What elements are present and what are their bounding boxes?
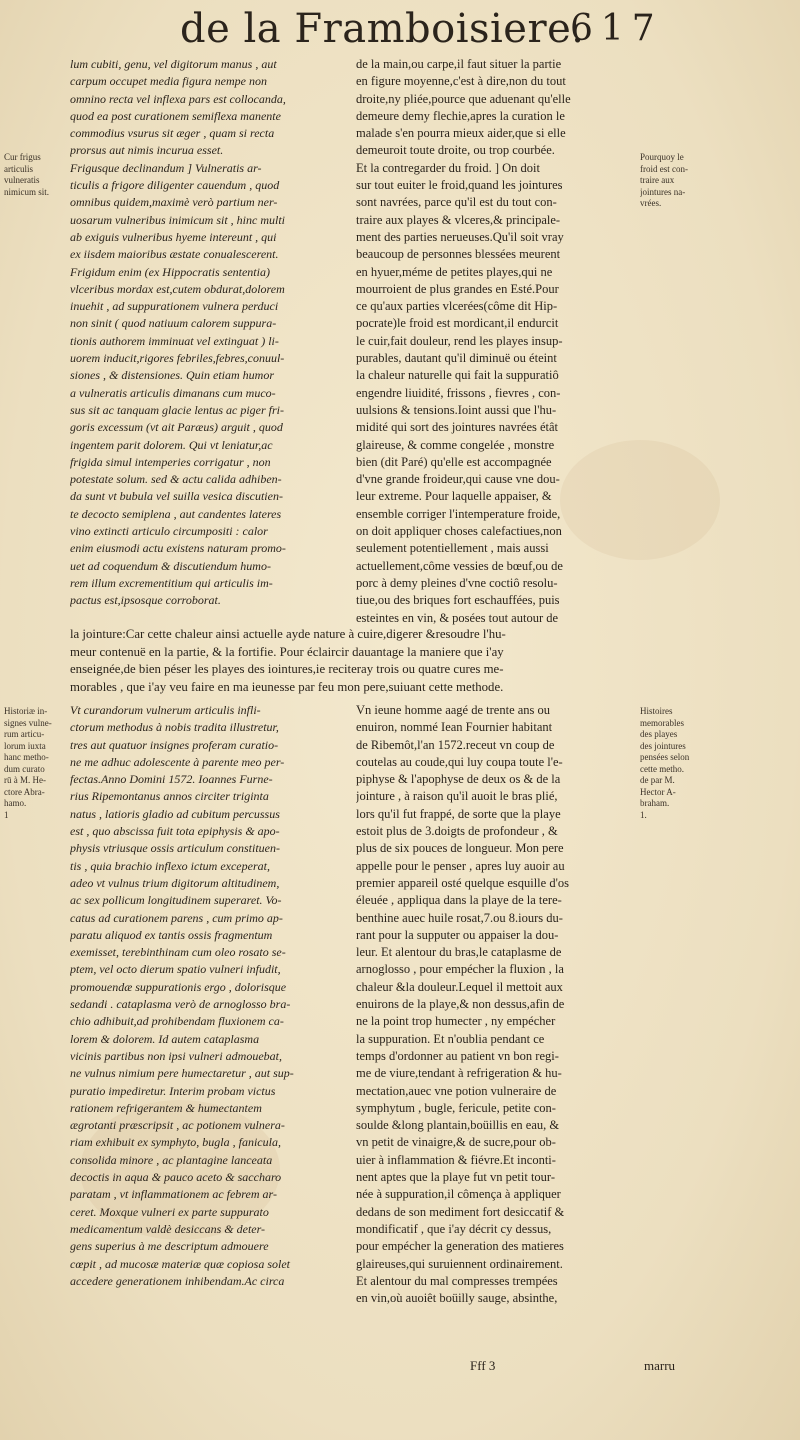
text-line: porc à demy pleines d'vne coctiô resolu- xyxy=(356,575,558,590)
margin-note-line: rū à M. He- xyxy=(4,775,46,785)
text-line: consolida minore , ac plantagine lanceata xyxy=(70,1152,273,1167)
margin-note-line: Histoires xyxy=(640,706,673,716)
text-line: ne vulnus nimium pere humectaretur , aut sup- xyxy=(70,1066,294,1081)
text-line: fectas.Anno Domini 1572. Ioannes Furne- xyxy=(70,772,273,787)
margin-note-line: signes vulne- xyxy=(4,717,52,728)
margin-note-line: Hector A- xyxy=(640,786,676,797)
text-line: adeo vt vulnus trium digitorum altitudinem, xyxy=(70,875,280,890)
text-line: vlceribus mordax est,cutem obdurat,dolorem xyxy=(70,281,285,296)
text-line: Vn ieune homme aagé de trente ans ou xyxy=(356,703,551,717)
text-line: me de viure,tendant à refrigeration & hu- xyxy=(356,1066,562,1081)
margin-note-line: Pourquoy le xyxy=(640,152,684,162)
text-line: ac sex pollicum longitudinem superaret. Vo- xyxy=(70,893,282,908)
text-line: puratio impediretur. Interim probam victus xyxy=(70,1083,276,1098)
latin-column-upper xyxy=(70,56,342,616)
text-line: benthine auec huile rosat,7.ou 8.iours du- xyxy=(356,910,563,925)
latin-column-lower xyxy=(70,702,342,1302)
text-line: potestate solum. sed & actu calida adhiben- xyxy=(70,472,282,487)
text-line: physis vtriusque ossis articulum constituen- xyxy=(70,841,280,856)
text-line: rationem refrigerantem & humectantem xyxy=(70,1100,262,1115)
text-line: ment des parties nerueuses.Qu'il soit vray xyxy=(356,229,564,244)
text-line: tionis authorem imminuat vel extinguat ) li- xyxy=(70,333,279,348)
text-line: pocrate)le froid est mordicant,il endurcit xyxy=(356,316,559,331)
text-line: sur tout euiter le froid,quand les jointures xyxy=(356,178,563,193)
text-line: est , quo abscissa fuit tota epiphysis & apo- xyxy=(70,824,280,839)
text-line: sont navrées, parce qu'il est du tout con- xyxy=(356,195,557,210)
text-line: rant pour la supputer ou appaiser la dou- xyxy=(356,927,559,942)
text-line: tiue,ou des briques fort eschauffées, puis xyxy=(356,593,560,608)
text-line: mondificatif , que i'ay décrit cy dessus, xyxy=(356,1221,552,1236)
margin-note-line: hanc metho- xyxy=(4,752,49,762)
text-line: la jointure:Car cette chaleur ainsi actuelle ayde nature à cuire,digerer &resoudre l'hu- xyxy=(70,627,506,641)
text-line: d'vne grande froideur,qui cause vne dou- xyxy=(356,472,560,487)
text-line: ce qu'aux parties vlcerées(côme dit Hip- xyxy=(356,299,558,314)
margin-note-line: rum articu- xyxy=(4,729,45,739)
text-line: lorem & dolorem. Id autem cataplasma xyxy=(70,1031,260,1046)
text-line: nent aptes que la playe fut vn petit tour- xyxy=(356,1170,555,1185)
text-line: ensemble corriger l'intemperature froide, xyxy=(356,506,561,521)
text-line: ticulis a frigore diligenter cauendum , quod xyxy=(70,178,280,193)
text-line: Frigusque declinandum ] Vulneratis ar- xyxy=(70,160,262,175)
text-line: ingentem parit dolorem. Qui vt leniatur,ac xyxy=(70,437,273,452)
text-line: Et alentour du mal compresses trempées xyxy=(356,1273,558,1288)
text-line: arnoglosso , pour empécher la fluxion , la xyxy=(356,962,564,977)
text-line: jointure , à raison qu'il auoit le bras plié, xyxy=(356,789,558,804)
margin-note-line: vrées. xyxy=(640,198,662,208)
margin-note-right-upper xyxy=(640,152,700,222)
text-line: symphytum , bugle, fericule, petite con- xyxy=(356,1100,556,1115)
text-line: glaireuse, & comme congelée , monstre xyxy=(356,437,555,452)
text-line: seulement potentiellement , mais aussi xyxy=(356,541,549,556)
text-line: paratu aliquod ex tantis ossis fragmentum xyxy=(70,927,273,942)
text-line: chaleur &la douleur.Lequel il mettoit aux xyxy=(356,979,563,994)
running-title: de la Framboisiere. xyxy=(180,6,585,52)
text-line: paratam , vt inflammationem ac febrem ar- xyxy=(70,1187,277,1202)
text-line: beaucoup de personnes blessées meurent xyxy=(356,247,561,262)
margin-note-line: cette metho. xyxy=(640,763,684,774)
text-line: uosarum vulneribus inimicum sit , hinc multi xyxy=(70,212,285,227)
text-line: frigida simul intemperies corrigatur , non xyxy=(70,454,271,469)
text-line: goris excessum (vt ait Paræus) arguit , quod xyxy=(70,420,283,435)
text-line: uorem inducit,rigores febriles,febres,conuul- xyxy=(70,351,285,366)
text-line: rius Ripemontanus annos circiter triginta xyxy=(70,789,269,804)
text-line: Vt curandorum vulnerum articulis infli- xyxy=(70,703,261,717)
text-line: en figure moyenne,c'est à dire,non du tout xyxy=(356,74,566,89)
text-line: carpum occupet media figura nempe non xyxy=(70,74,267,89)
text-line: ne la point trop humecter , ny empécher xyxy=(356,1014,556,1029)
text-line: plus de six pouces de longueur. Mon pere xyxy=(356,841,564,856)
text-line: piphyse & l'apophyse de deux os & de la xyxy=(356,772,561,787)
margin-note-line: pensées selon xyxy=(640,752,690,762)
text-line: enuiron, nommé Iean Fournier habitant xyxy=(356,720,553,735)
text-line: rem illum excrementitium qui articulis im- xyxy=(70,575,273,590)
margin-note-line: 1. xyxy=(640,809,647,820)
margin-note-line: dum curato xyxy=(4,763,45,774)
text-line: pour empécher la generation des matieres xyxy=(356,1239,564,1254)
margin-note-line: articulis xyxy=(4,163,33,174)
text-line: meur contenuë en la partie, & la fortifie. Pour éclaircir dauantage la maniere que i'ay xyxy=(70,644,504,659)
text-line: a vulneratis articulis dimanans cum muco- xyxy=(70,385,276,400)
french-column-lower xyxy=(356,702,636,1322)
text-line: la suppuration. Et n'oublia pendant ce xyxy=(356,1031,545,1046)
text-line: soulde &long plantain,boüillis en eau, & xyxy=(356,1118,560,1133)
text-line: sus sit ac tanquam glacie lentus ac piger fri- xyxy=(70,402,284,417)
text-line: promouendæ suppurationis ergo , dolorisque xyxy=(70,979,287,994)
text-line: de la main,ou carpe,il faut situer la partie xyxy=(356,57,562,71)
text-line: le cuir,fait douleur, rend les playes insup- xyxy=(356,333,563,348)
text-line: cœpit , ad mucosæ materiæ quæ copiosa solet xyxy=(70,1256,290,1271)
text-line: temps d'ordonner au patient vn bon regi- xyxy=(356,1048,559,1063)
text-line: vino extincti articulo circumpositi : calor xyxy=(70,524,268,539)
margin-note-line: 1 xyxy=(4,809,9,820)
text-line: premier appareil osté quelque esquille d'os xyxy=(356,875,569,890)
text-line: lors qu'il fut frappé, de sorte que la playe xyxy=(356,806,561,821)
text-line: decoctis in aqua & pauco aceto & saccharo xyxy=(70,1170,282,1185)
text-line: ex iisdem maioribus æstate conualescerent. xyxy=(70,247,279,262)
text-line: ceret. Moxque vulneri ex parte suppurato xyxy=(70,1204,269,1219)
text-line: glaireuses,qui suruiennent ordinairement. xyxy=(356,1256,563,1271)
text-line: omnino recta vel inflexa pars est collocanda, xyxy=(70,91,286,106)
text-line: ne me adhuc adolescente à parente meo per- xyxy=(70,754,285,769)
margin-note-line: des jointures xyxy=(640,740,686,751)
text-line: te decocto semiplena , aut candentes lateres xyxy=(70,506,282,521)
margin-note-left-upper xyxy=(4,152,66,212)
text-line: quod ea post curationem semiflexa manente xyxy=(70,108,281,123)
text-line: riam exhibuit ex symphyto, bugla , fanicula, xyxy=(70,1135,281,1150)
text-line: esteintes en vin, & posées tout autour de xyxy=(356,610,559,625)
text-line: morables , que i'ay veu faire en ma ieunesse par feu mon pere,suiuant cette methode. xyxy=(70,679,504,694)
text-line: traire aux playes & vlceres,& principale- xyxy=(356,212,561,227)
text-line: leur. Et alentour du bras,le cataplasme de xyxy=(356,945,562,960)
catchword: marru xyxy=(644,1358,676,1373)
text-line: demeuroit toute droite, ou trop courbée. xyxy=(356,143,555,158)
signature-mark: Fff 3 xyxy=(470,1358,496,1373)
text-line: non sinit ( quod natiuum calorem suppura- xyxy=(70,316,277,331)
margin-note-line: traire aux xyxy=(640,175,675,185)
text-line: leur extreme. Pour laquelle appaiser, & xyxy=(356,489,552,504)
margin-note-line: jointures na- xyxy=(640,186,686,197)
margin-note-line: vulneratis xyxy=(4,175,40,185)
full-width-paragraph xyxy=(70,626,670,700)
text-line: en vin,où auoiêt boüilly sauge, absinthe, xyxy=(356,1291,558,1306)
text-line: mourroient de plus grandes en Esté.Pour xyxy=(356,281,559,296)
text-line: uet ad coquendum & discutiendum humo- xyxy=(70,558,271,573)
text-line: appelle pour le penser , apres luy auoir au xyxy=(356,858,565,873)
text-line: de Ribemôt,l'an 1572.receut vn coup de xyxy=(356,737,555,752)
text-line: ctorum methodus à nobis tradita illustretur, xyxy=(70,720,279,735)
margin-note-line: hamo. xyxy=(4,798,27,808)
text-line: enim eiusmodi actu existens naturam promo- xyxy=(70,541,286,556)
margin-note-line: Cur frigus xyxy=(4,152,41,162)
text-line: malade s'en pourra mieux aider,que si elle xyxy=(356,126,566,141)
text-line: actuellement,côme vessies de bœuf,ou de xyxy=(356,558,563,573)
text-line: accedere generationem inhibendam.Ac circa xyxy=(70,1273,285,1288)
text-line: née à suppuration,il cômença à appliquer xyxy=(356,1187,561,1202)
text-line: chio adhibuit,ad prohibendam fluxionem ca- xyxy=(70,1014,284,1029)
text-line: vn petit de vinaigre,& de sucre,pour ob- xyxy=(356,1135,556,1150)
margin-note-line: braham. xyxy=(640,798,670,808)
text-line: commodius vsurus sit æger , quam si recta xyxy=(70,126,275,141)
text-line: demeure demy flechie,apres la curation le xyxy=(356,108,565,123)
text-line: mectation,auec vne potion vulneraire de xyxy=(356,1083,557,1098)
text-line: uulsions & tensions.Ioint aussi que l'hu- xyxy=(356,402,557,417)
text-line: midité qui sort des jointures navrées étât xyxy=(356,420,559,435)
text-line: engendre liuidité, frissons , fievres , con- xyxy=(356,385,561,400)
margin-note-line: des playes xyxy=(640,729,678,739)
text-line: en hyuer,méme de petites playes,qui ne xyxy=(356,264,553,279)
margin-note-line: memorables xyxy=(640,717,684,728)
text-line: siones , & distensiones. Quin etiam humor xyxy=(70,368,274,383)
page-number: 617 xyxy=(570,8,663,49)
text-line: Frigidum enim (ex Hippocratis sententia) xyxy=(70,264,270,279)
text-line: on doit appliquer choses calefactiues,non xyxy=(356,524,562,539)
text-line: ptem, vel octo dierum spatio vulneri infudit, xyxy=(70,962,281,977)
text-line: omnibus quidem,maximè verò partium ner- xyxy=(70,195,278,210)
text-line: la chaleur naturelle qui fait la suppuratiô xyxy=(356,368,559,383)
text-line: enseignée,de bien péser les playes des iointures,ie reciteray trois ou quatre cures me- xyxy=(70,662,504,677)
text-line: da sunt vt bubula vel suilla vesica discutien- xyxy=(70,489,283,504)
text-line: enuirons de la playe,& non dessus,afin de xyxy=(356,997,565,1012)
text-line: gens superius à me descriptum admouere xyxy=(70,1239,269,1254)
text-line: pactus est,ipsosque corroborat. xyxy=(70,593,221,608)
text-line: exemisset, terebinthinam cum oleo rosato se- xyxy=(70,945,286,960)
margin-note-line: ctore Abra- xyxy=(4,786,45,797)
text-line: bien (dit Paré) qu'elle est accompagnée xyxy=(356,454,552,469)
text-line: tres aut quatuor insignes proferam curatio- xyxy=(70,737,279,752)
text-line: Et la contregarder du froid. ] On doit xyxy=(356,160,540,175)
text-line: dedans de son mediment fort desiccatif & xyxy=(356,1204,565,1219)
text-line: tis , quia brachio inflexo ictum exceperat, xyxy=(70,858,270,873)
text-line: sedandi . cataplasma verò de arnoglosso bra- xyxy=(70,997,291,1012)
text-line: natus , latioris gladio ad cubitum percussus xyxy=(70,806,280,821)
text-line: coutelas au coude,qui luy coupa toute l'e- xyxy=(356,754,563,769)
text-line: catus ad curationem parens , cum primo ap- xyxy=(70,910,283,925)
text-line: uier à inflammation & fiévre.Et inconti- xyxy=(356,1152,556,1167)
margin-note-line: de par M. xyxy=(640,775,675,785)
text-line: medicamentum valdè desiccans & deter- xyxy=(70,1221,266,1236)
french-column-upper xyxy=(356,56,636,636)
margin-note-line: nimicum sit. xyxy=(4,186,49,197)
margin-note-line: froid est con- xyxy=(640,163,688,174)
text-line: éleuée , appliqua dans la playe de la tere- xyxy=(356,893,562,908)
text-line: estoit plus de 3.doigts de profondeur , & xyxy=(356,824,558,839)
margin-note-line: lorum iuxta xyxy=(4,740,46,751)
margin-note-line: Historiæ in- xyxy=(4,706,48,716)
page-header xyxy=(170,6,663,52)
text-line: prorsus aut nimis incurua esset. xyxy=(70,143,224,158)
text-line: purables, dautant qu'il diminuë ou éteint xyxy=(356,351,557,366)
text-line: vicinis partibus non ipsi vulneri admouebat, xyxy=(70,1048,282,1063)
text-line: ægrotanti præscripsit , ac potionem vulnera- xyxy=(70,1118,285,1133)
text-line: lum cubiti, genu, vel digitorum manus , aut xyxy=(70,57,277,71)
text-line: ab exiguis vulneribus hyeme intereunt , qui xyxy=(70,229,277,244)
text-line: droite,ny pliée,pource que aduenant qu'elle xyxy=(356,91,571,106)
text-line: inuehit , ad suppurationem vulnera perduci xyxy=(70,299,279,314)
margin-note-right-lower xyxy=(640,706,702,836)
margin-note-left-lower xyxy=(4,706,68,836)
